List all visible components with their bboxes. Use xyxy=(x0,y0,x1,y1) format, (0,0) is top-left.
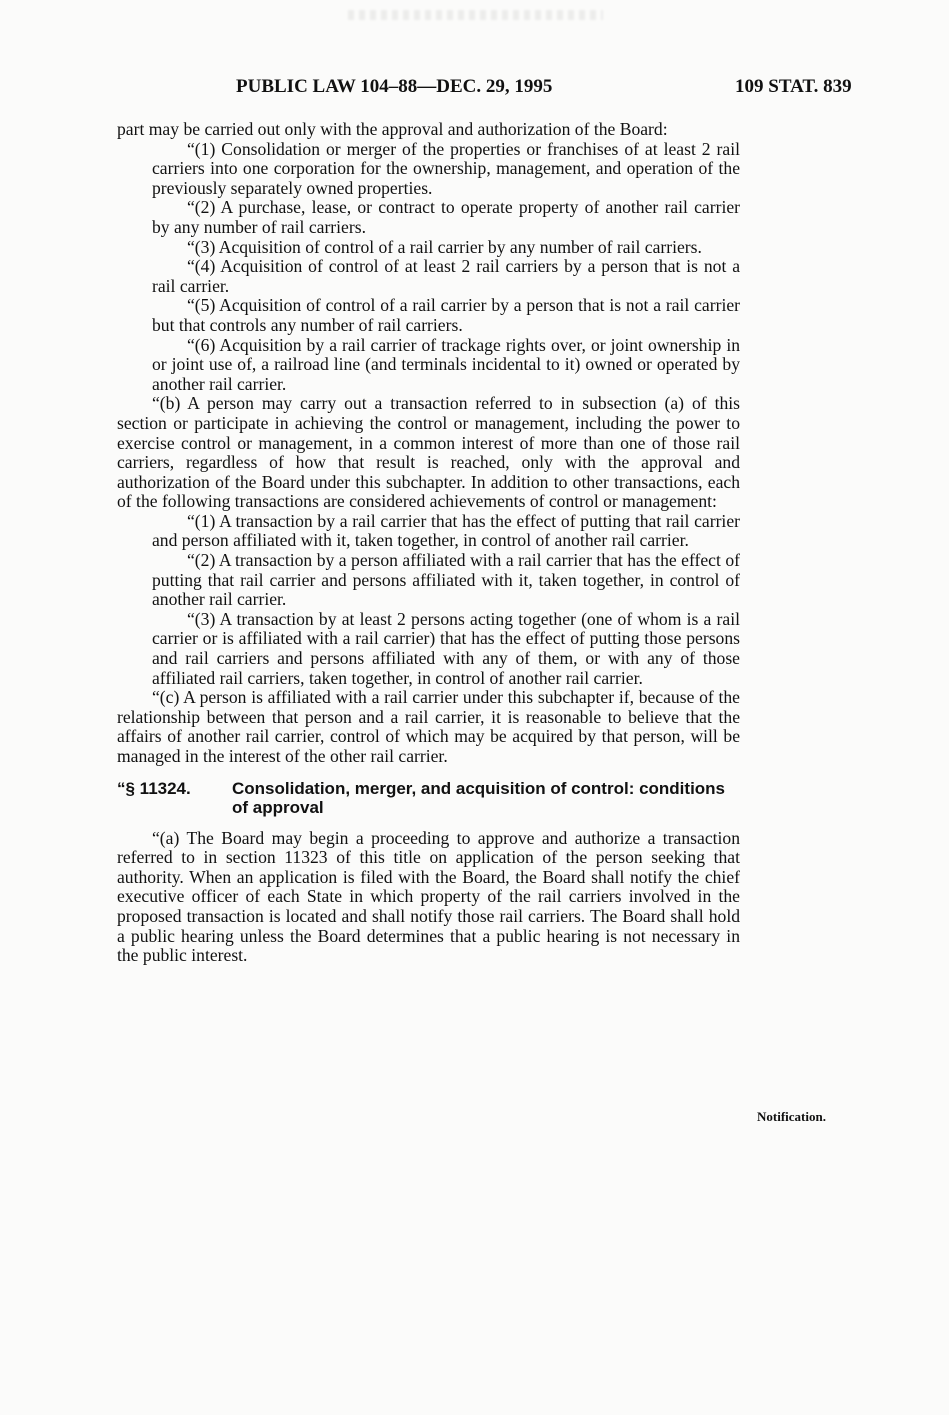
subsection-a-item-2: “(2) A purchase, lease, or contract to operate property of another rail carrier by any number of rail carriers. xyxy=(152,197,740,237)
subsection-a-item-5: “(5) Acquisition of control of a rail carrier by a person that is not a rail carrier but that controls any number of rail carriers. xyxy=(152,295,740,335)
section-11324-subsection-a: “(a) The Board may begin a proceeding to approve and authorize a transaction referred to in section 11323 of this title on application of the person seeking that authority. When an application is filed with the Board, the Board shall notify the chief executive officer of each State in which property of the rail carriers involved in the proposed transaction is located and shall notify those rail carriers. The Board shall hold a public hearing unless the Board determines that a public hearing is not necessary in the public interest. xyxy=(117,827,740,966)
subsection-c-paragraph: “(c) A person is affiliated with a rail carrier under this subchapter if, because of the relationship between that person and a rail carrier, it is reasonable to believe that the affairs of another rail carrier, control of which may be acquired by that person, will be managed in the interest of the other rail carrier. xyxy=(117,687,740,766)
subsection-a-item-3: “(3) Acquisition of control of a rail carrier by any number of rail carriers. xyxy=(187,236,702,257)
section-number: “§ 11324. xyxy=(117,778,191,798)
margin-note: Notification. xyxy=(757,1109,826,1124)
header-stat-citation: 109 STAT. 839 xyxy=(735,76,852,97)
scan-artifact xyxy=(348,10,603,20)
subsection-a-item-4: “(4) Acquisition of control of at least 2 rail carriers by a person that is not a rail carrier. xyxy=(152,256,740,296)
running-header xyxy=(0,76,949,100)
subsection-a-item-1: “(1) Consolidation or merger of the properties or franchises of at least 2 rail carriers into one corporation for the ownership, management, and operation of the previously separately owned properties. xyxy=(152,138,740,198)
subsection-b-item-3: “(3) A transaction by at least 2 persons acting together (one of whom is a rail carrier or is affiliated with a rail carrier) that has the effect of putting those persons and rail carriers and persons affiliated with any of them, or with any of those affiliated rail carriers, taken together, in control of another rail carrier. xyxy=(152,608,740,688)
section-heading xyxy=(117,779,740,817)
body-text xyxy=(117,120,740,966)
subsection-b-paragraph: “(b) A person may carry out a transaction referred to in subsection (a) of this section or participate in achieving the control or management, including the power to exercise control or management, in a common interest of more than one of those rail carriers, regardless of how that result is reached, only with the approval and authorization of the Board under this subchapter. In addition to other transactions, each of the following transactions are considered achievements of control or management: xyxy=(117,393,740,512)
header-title: PUBLIC LAW 104–88—DEC. 29, 1995 xyxy=(236,76,553,97)
subsection-b-item-1: “(1) A transaction by a rail carrier that has the effect of putting that rail carrier and person affiliated with it, taken together, in control of another rail carrier. xyxy=(152,510,740,551)
subsection-b-item-2: “(2) A transaction by a person affiliated with a rail carrier that has the effect of putting that rail carrier and persons affiliated with it, taken together, in control of another rail carrier. xyxy=(152,550,740,610)
section-title: Consolidation, merger, and acquisition of control: conditions of approval xyxy=(232,778,726,817)
intro-paragraph: part may be carried out only with the approval and authorization of the Board: xyxy=(117,119,668,139)
subsection-a-item-6: “(6) Acquisition by a rail carrier of trackage rights over, or joint ownership in or joint use of, a railroad line (and terminals incidental to it) owned or operated by another rail carrier. xyxy=(152,334,740,394)
